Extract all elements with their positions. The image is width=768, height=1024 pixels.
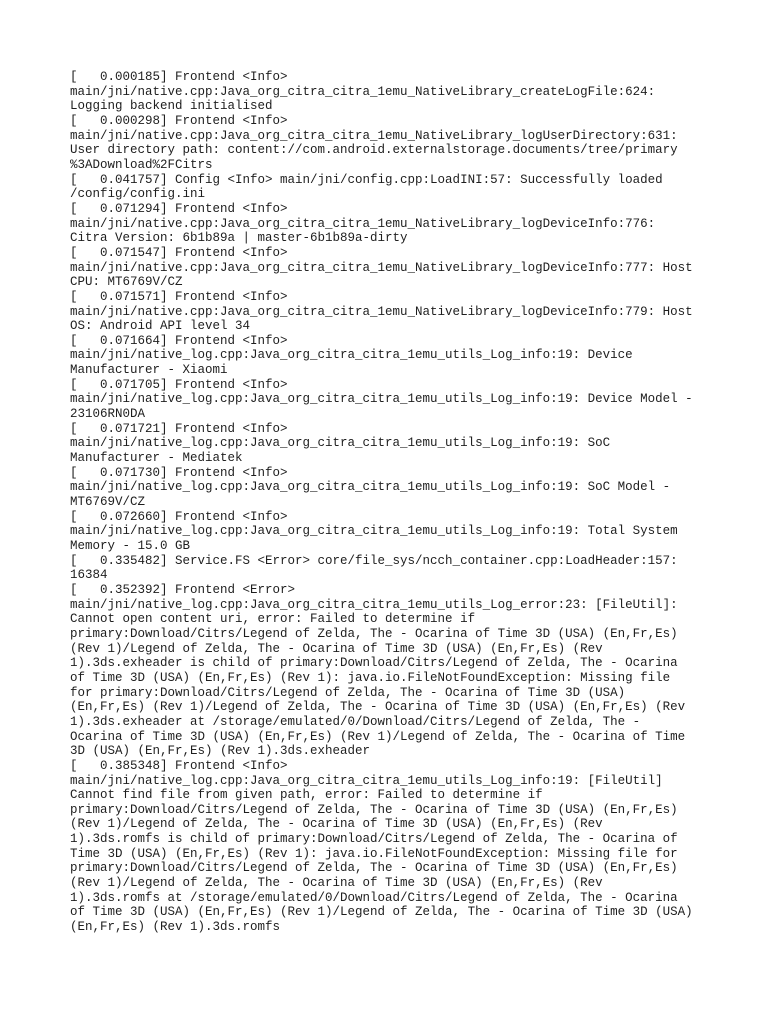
log-line: 1).3ds.romfs is child of primary:Download/Citrs/Legend of Zelda, The - Ocarina of (70, 832, 678, 847)
log-line: [ 0.000298] Frontend <Info> (70, 113, 288, 128)
log-viewer (70, 70, 700, 935)
log-line: (Rev 1)/Legend of Zelda, The - Ocarina of Time 3D (USA) (En,Fr,Es) (Rev (70, 817, 603, 832)
log-line: [ 0.385348] Frontend <Info> (70, 758, 288, 773)
log-line: Manufacturer - Mediatek (70, 451, 243, 466)
log-line: 16384 (70, 568, 108, 583)
log-line: main/jni/native_log.cpp:Java_org_citra_citra_1emu_utils_Log_info:19: Device Model - (70, 392, 693, 407)
log-line: of Time 3D (USA) (En,Fr,Es) (Rev 1)/Legend of Zelda, The - Ocarina of Time 3D (USA) (70, 905, 693, 920)
log-line: 1).3ds.romfs at /storage/emulated/0/Download/Citrs/Legend of Zelda, The - Ocarina (70, 890, 678, 905)
log-line: 3D (USA) (En,Fr,Es) (Rev 1).3ds.exheader (70, 744, 371, 759)
log-line: Cannot open content uri, error: Failed to determine if (70, 612, 476, 627)
log-line: main/jni/native_log.cpp:Java_org_citra_citra_1emu_utils_Log_info:19: SoC Model - (70, 480, 671, 495)
log-line: [ 0.071664] Frontend <Info> (70, 333, 288, 348)
log-line: main/jni/native_log.cpp:Java_org_citra_citra_1emu_utils_Log_info:19: Device (70, 348, 633, 363)
log-line: User directory path: content://com.android.externalstorage.documents/tree/primary (70, 143, 678, 158)
log-line: Memory - 15.0 GB (70, 539, 191, 553)
log-line: %3ADownload%2FCitrs (70, 157, 213, 172)
log-line: primary:Download/Citrs/Legend of Zelda, The - Ocarina of Time 3D (USA) (En,Fr,Es) (70, 861, 678, 876)
log-line: [ 0.335482] Service.FS <Error> core/file_sys/ncch_container.cpp:LoadHeader:157: (70, 553, 678, 568)
log-line: OS: Android API level 34 (70, 319, 251, 334)
log-line: main/jni/native.cpp:Java_org_citra_citra_1emu_NativeLibrary_logDeviceInfo:777: Host (70, 260, 693, 275)
log-line: primary:Download/Citrs/Legend of Zelda, The - Ocarina of Time 3D (USA) (En,Fr,Es) (70, 626, 678, 641)
log-line: [ 0.071730] Frontend <Info> (70, 465, 288, 480)
log-line: [ 0.352392] Frontend <Error> (70, 582, 296, 597)
log-line: Manufacturer - Xiaomi (70, 363, 228, 378)
log-line: Ocarina of Time 3D (USA) (En,Fr,Es) (Rev 1)/Legend of Zelda, The - Ocarina of Time (70, 729, 686, 744)
log-line: [ 0.000185] Frontend <Info> (70, 70, 288, 84)
log-line: Cannot find file from given path, error: Failed to determine if (70, 788, 543, 803)
log-line: 23106RN0DA (70, 407, 146, 422)
log-line: [ 0.071705] Frontend <Info> (70, 377, 288, 392)
log-line: [ 0.072660] Frontend <Info> (70, 509, 288, 524)
log-line: Citra Version: 6b1b89a | master-6b1b89a-dirty (70, 231, 408, 246)
log-line: (En,Fr,Es) (Rev 1)/Legend of Zelda, The - Ocarina of Time 3D (USA) (En,Fr,Es) (Rev (70, 700, 686, 715)
log-line: [ 0.071721] Frontend <Info> (70, 421, 288, 436)
log-line: [ 0.071547] Frontend <Info> (70, 245, 288, 260)
log-line: main/jni/native_log.cpp:Java_org_citra_citra_1emu_utils_Log_info:19: [FileUtil] (70, 773, 663, 788)
log-line: Logging backend initialised (70, 99, 273, 114)
log-line: [ 0.041757] Config <Info> main/jni/config.cpp:LoadINI:57: Successfully loaded (70, 172, 663, 187)
log-line: main/jni/native.cpp:Java_org_citra_citra_1emu_NativeLibrary_logDeviceInfo:776: (70, 216, 656, 231)
log-line: 1).3ds.exheader is child of primary:Download/Citrs/Legend of Zelda, The - Ocarina (70, 656, 678, 671)
log-line: for primary:Download/Citrs/Legend of Zelda, The - Ocarina of Time 3D (USA) (70, 685, 626, 700)
log-line: of Time 3D (USA) (En,Fr,Es) (Rev 1): java.io.FileNotFoundException: Missing file (70, 670, 671, 685)
log-line: CPU: MT6769V/CZ (70, 275, 183, 290)
log-line: /config/config.ini (70, 187, 206, 202)
log-line: main/jni/native_log.cpp:Java_org_citra_citra_1emu_utils_Log_info:19: SoC (70, 436, 611, 451)
log-line: [ 0.071294] Frontend <Info> (70, 201, 288, 216)
log-line: [ 0.071571] Frontend <Info> (70, 289, 288, 304)
log-line: MT6769V/CZ (70, 495, 146, 510)
log-line: main/jni/native.cpp:Java_org_citra_citra_1emu_NativeLibrary_logDeviceInfo:779: Host (70, 304, 693, 319)
log-line: (Rev 1)/Legend of Zelda, The - Ocarina of Time 3D (USA) (En,Fr,Es) (Rev (70, 876, 603, 891)
log-line: (En,Fr,Es) (Rev 1).3ds.romfs (70, 920, 281, 935)
log-line: main/jni/native_log.cpp:Java_org_citra_citra_1emu_utils_Log_error:23: [FileUtil]: (70, 597, 678, 612)
log-line: primary:Download/Citrs/Legend of Zelda, The - Ocarina of Time 3D (USA) (En,Fr,Es) (70, 802, 678, 817)
log-line: Time 3D (USA) (En,Fr,Es) (Rev 1): java.io.FileNotFoundException: Missing file for (70, 846, 678, 861)
log-line: 1).3ds.exheader at /storage/emulated/0/Download/Citrs/Legend of Zelda, The - (70, 714, 641, 729)
log-line: main/jni/native.cpp:Java_org_citra_citra_1emu_NativeLibrary_createLogFile:624: (70, 84, 656, 99)
log-line: main/jni/native.cpp:Java_org_citra_citra_1emu_NativeLibrary_logUserDirectory:631: (70, 128, 678, 143)
log-line: main/jni/native_log.cpp:Java_org_citra_citra_1emu_utils_Log_info:19: Total System (70, 524, 678, 539)
log-line: (Rev 1)/Legend of Zelda, The - Ocarina of Time 3D (USA) (En,Fr,Es) (Rev (70, 641, 603, 656)
